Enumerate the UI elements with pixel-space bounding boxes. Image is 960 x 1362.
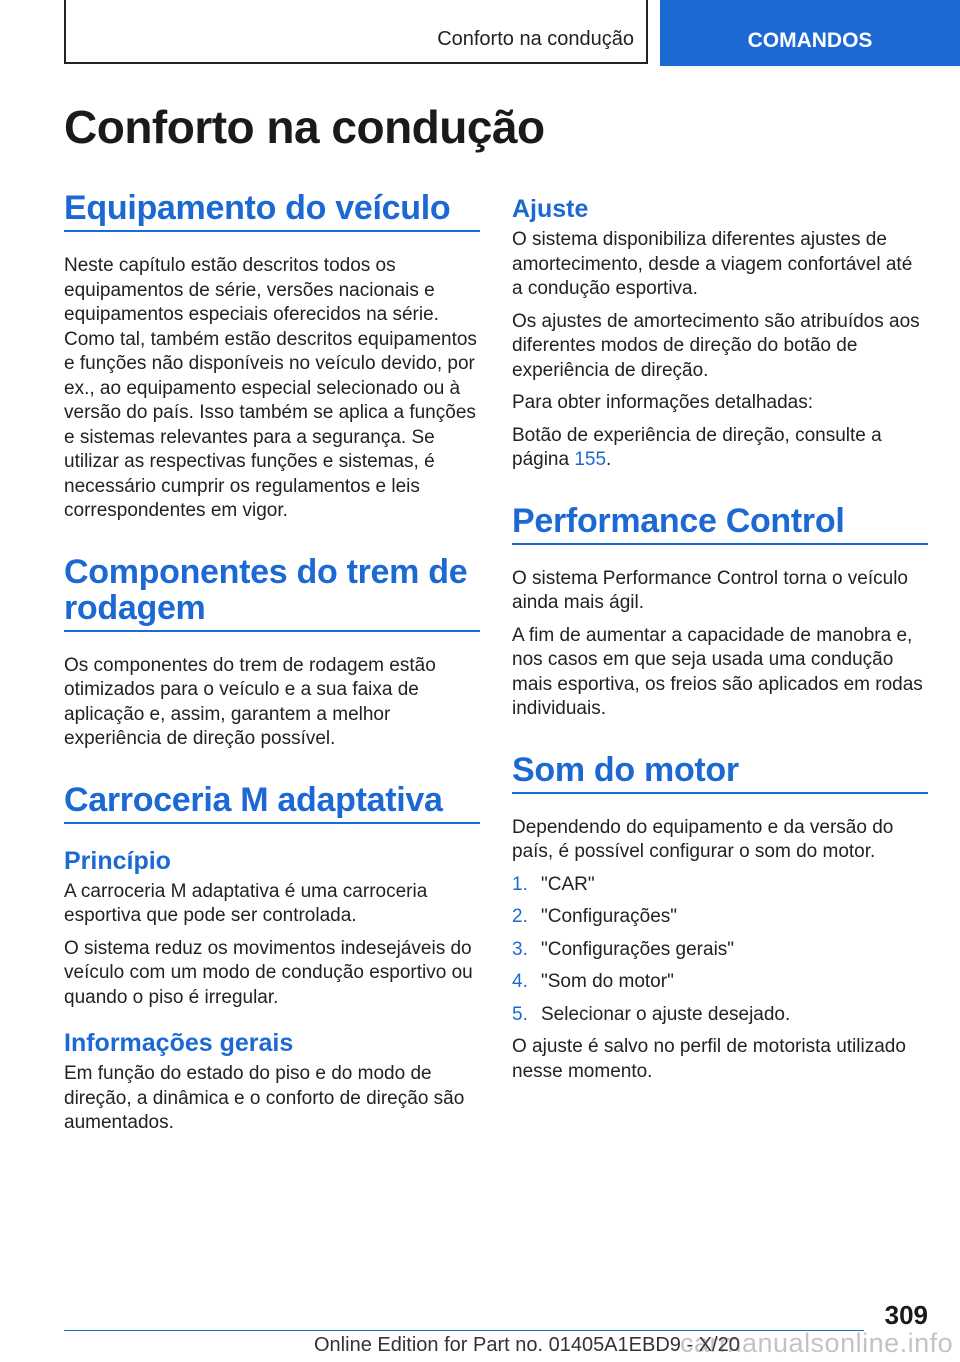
adjust-text-4: [512, 424, 928, 473]
right-column: [512, 190, 928, 1092]
drivetrain-text: Os componentes do trem de rodagem estão otimizados para o veículo e a sua faixa de aplicação e, assim, garantem a melhor experiência de direção possível.: [64, 654, 436, 749]
watermark: carmanualsonline.info: [680, 1328, 954, 1358]
page-reference-link[interactable]: 155: [574, 449, 607, 470]
page-title: Conforto na condução: [64, 101, 545, 153]
step-number: 2.: [512, 906, 528, 927]
drivetrain-heading: Componentes do trem de rodagem: [64, 554, 480, 632]
equipment-heading: Equipamento do veículo: [64, 190, 480, 232]
left-column: [64, 190, 480, 1144]
step-item: [512, 938, 928, 963]
adjust-text-4-prefix: Botão de experiência de direção, consulte a página: [512, 424, 882, 470]
adjust-text-3: Para obter informações detalhadas:: [512, 392, 814, 413]
engine-sound-outro: O ajuste é salvo no perfil de motorista utilizado nesse momento.: [512, 1036, 906, 1082]
step-number: 3.: [512, 938, 528, 960]
step-text: "Configurações": [541, 906, 678, 927]
equipment-text: Neste capítulo estão descritos todos os equipamentos de série, versões nacionais e equipamentos especiais oferecidos na série. Como tal, também estão descritos equipamentos e funções não disponíveis no veículo devido, por ex., ao equipamento especial selecionado ou à versão do país. Isso também se aplica a funções e sistemas relevantes para a segurança. Se utilizar as respectivas funções e sistemas, é necessário cumprir os regulamentos e leis correspondentes em vigor.: [64, 255, 477, 521]
performance-control-heading: Performance Control: [512, 503, 928, 545]
footer-edition: Online Edition for Part no. 01405A1EBD9 - X/20: [314, 1334, 740, 1356]
step-text: "Configurações gerais": [541, 938, 735, 960]
performance-text-1: O sistema Performance Control torna o veículo ainda mais ágil.: [512, 567, 909, 613]
adaptive-body-heading: Carroceria M adaptativa: [64, 782, 480, 824]
step-number: 5.: [512, 1003, 528, 1025]
adjust-text-4-suffix: .: [606, 449, 612, 470]
adjust-heading: Ajuste: [512, 195, 589, 223]
adjust-text-2: Os ajustes de amortecimento são atribuídos aos diferentes modos de direção do botão de experiência de direção.: [512, 310, 920, 381]
section-tab-label: COMANDOS: [747, 29, 873, 52]
step-number: 1.: [512, 873, 528, 895]
principle-text-2: O sistema reduz os movimentos indesejáveis do veículo com um modo de condução esportivo ou quando o piso é irregular.: [64, 937, 473, 1008]
engine-sound-intro: Dependendo do equipamento e da versão do país, é possível configurar o som do motor.: [512, 816, 894, 862]
step-item: [512, 970, 928, 995]
general-info-text: Em função do estado do piso e do modo de direção, a dinâmica e o conforto de direção são aumentados.: [64, 1063, 465, 1133]
step-text: "CAR": [541, 873, 595, 895]
step-item: [512, 873, 928, 898]
chapter-title: Conforto na condução: [437, 28, 634, 50]
performance-text-2: A fim de aumentar a capacidade de manobra e, nos casos em que seja usada uma condução mais esportiva, os freios são aplicados em rodas individuais.: [512, 624, 923, 719]
principle-heading: Princípio: [64, 846, 171, 875]
step-text: "Som do motor": [541, 971, 674, 992]
steps-list: [512, 873, 928, 1028]
step-text: Selecionar o ajuste desejado.: [541, 1003, 791, 1025]
section-tab[interactable]: [660, 0, 960, 66]
step-item: [512, 905, 928, 930]
engine-sound-heading: Som do motor: [512, 752, 928, 794]
principle-text-1: A carroceria M adaptativa é uma carroceria esportiva que pode ser controlada.: [64, 880, 428, 926]
adjust-text-1: O sistema disponibiliza diferentes ajustes de amortecimento, desde a viagem confortável até a condução esportiva.: [512, 229, 913, 299]
general-info-heading: Informações gerais: [64, 1029, 294, 1057]
step-item: [512, 1003, 928, 1028]
step-number: 4.: [512, 971, 528, 992]
header-box: [64, 0, 648, 64]
page-number: 309: [884, 1300, 928, 1330]
